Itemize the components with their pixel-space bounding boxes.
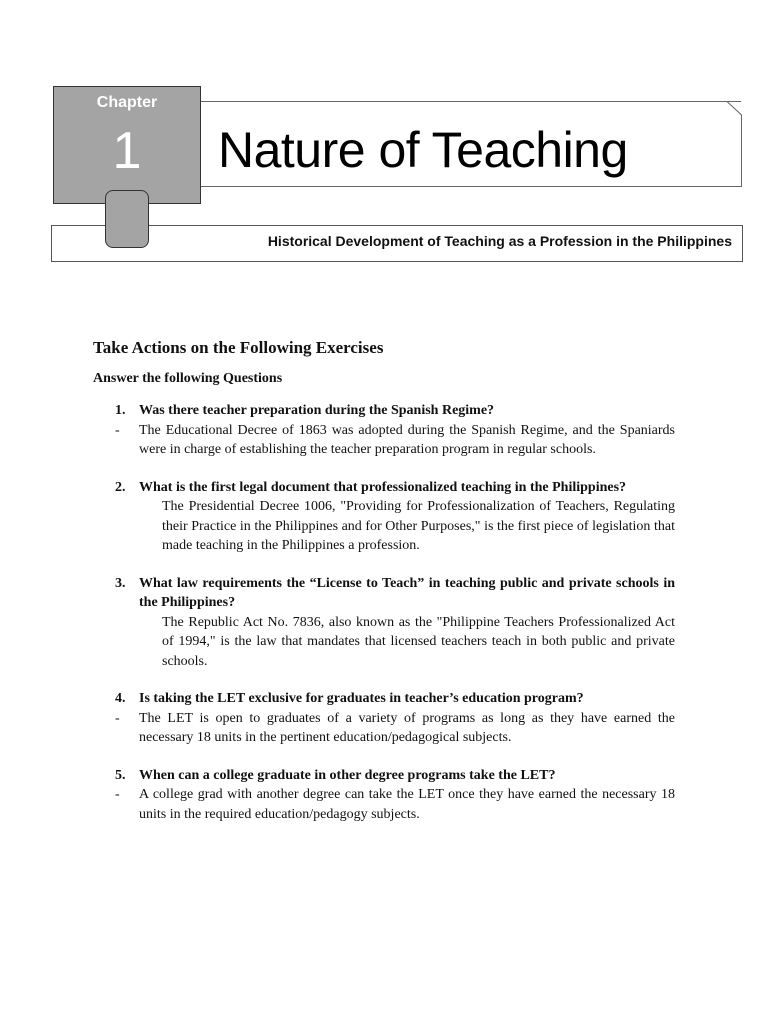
chapter-box: [53, 86, 201, 204]
answer-marker: -: [115, 422, 120, 438]
question-number: 1.: [115, 403, 126, 418]
chapter-tab: [105, 190, 149, 248]
instruction-text: Answer the following Questions: [93, 371, 283, 386]
chapter-title: Nature of Teaching: [218, 122, 628, 178]
question-text: Is taking the LET exclusive for graduates in teacher’s education program?: [139, 691, 584, 706]
answer-text: The Presidential Decree 1006, "Providing for Professionalization of Teachers, Regulating their Practice in the Philippines and for Other Purposes," is the first piece of legislation that made teaching in the Philippines a profession.: [162, 499, 675, 553]
answer-text: A college grad with another degree can take the LET once they have earned the necessary 18 units in the required education/pedagogy subjects.: [139, 787, 675, 822]
question-text: What law requirements the “License to Teach” in teaching public and private schools in the Philippines?: [139, 575, 675, 610]
answer-marker: -: [115, 710, 120, 726]
answer-text: The LET is open to graduates of a variety of programs as long as they have earned the necessary 18 units in the pertinent education/pedagogical subjects.: [139, 710, 675, 745]
question-item: [93, 766, 675, 825]
question-number: 5.: [115, 767, 126, 783]
chapter-subtitle: Historical Development of Teaching as a Profession in the Philippines: [267, 233, 732, 249]
subtitle-bar: [51, 225, 743, 262]
answer-marker: -: [115, 787, 120, 802]
question-item: [93, 401, 675, 460]
answer-text: The Republic Act No. 7836, also known as the "Philippine Teachers Professionalized Act of 1994," is the law that mandates that licensed teachers teach in both public and private schools.: [162, 614, 675, 669]
answer-text: The Educational Decree of 1863 was adopted during the Spanish Regime, and the Spaniards were in charge of establishing the teacher preparation program in regular schools.: [139, 422, 675, 457]
section-heading: Take Actions on the Following Exercises: [93, 338, 384, 357]
question-item: [93, 689, 675, 748]
question-text: What is the first legal document that professionalized teaching in the Philippines?: [139, 479, 627, 495]
question-text: When can a college graduate in other degree programs take the LET?: [139, 767, 556, 783]
question-item: [93, 478, 675, 556]
chapter-number: 1: [112, 122, 142, 180]
exercise-content: [93, 338, 675, 842]
chapter-label: Chapter: [96, 94, 158, 111]
question-number: 2.: [115, 479, 126, 495]
question-number: 4.: [115, 691, 126, 706]
question-list: [93, 401, 675, 824]
question-number: 3.: [115, 575, 126, 591]
title-frame-corner: [723, 101, 742, 187]
question-item: [93, 574, 675, 672]
question-text: Was there teacher preparation during the Spanish Regime?: [139, 403, 495, 418]
